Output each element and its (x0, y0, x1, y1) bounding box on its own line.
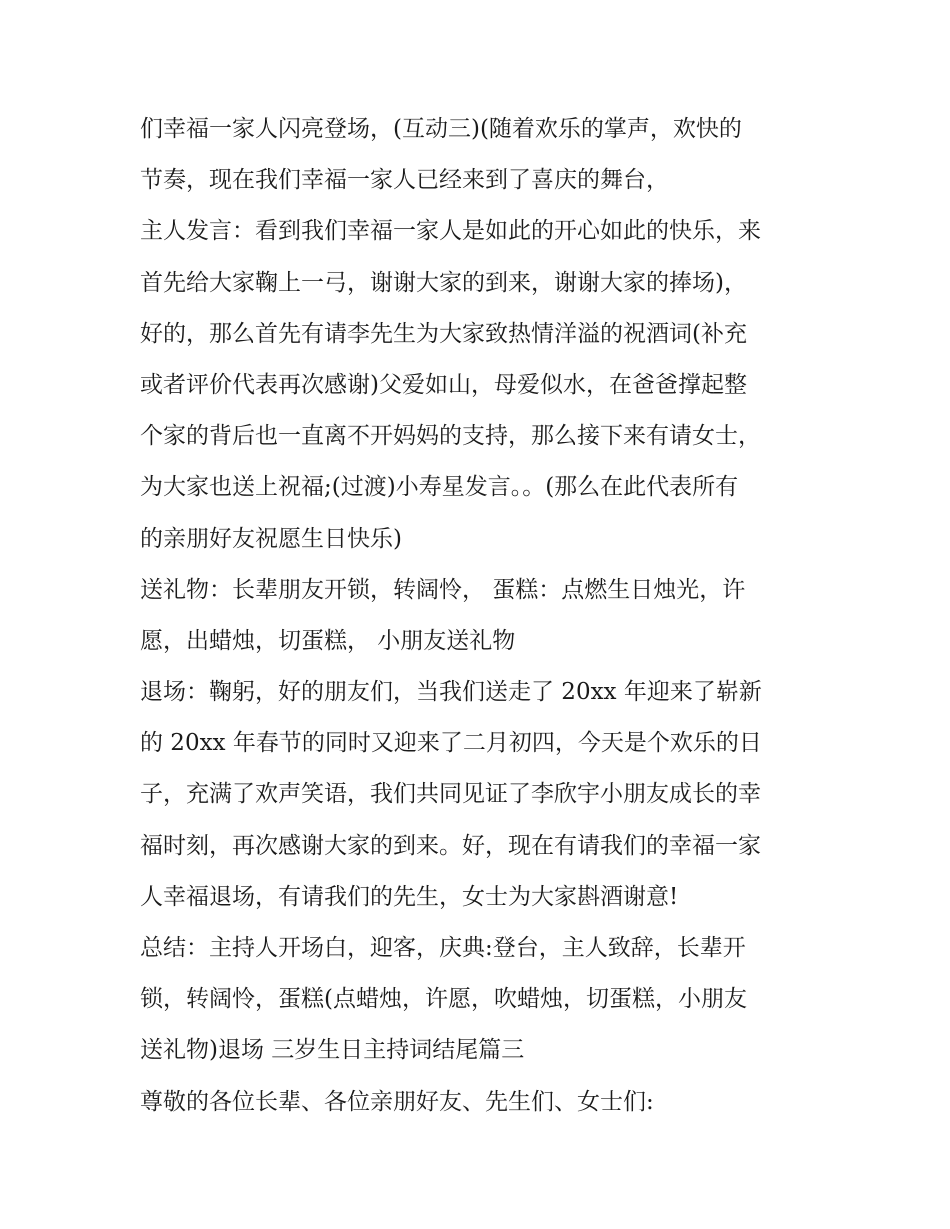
text-line: 子，充满了欢声笑语，我们共同见证了李欣宇小朋友成长的幸 (140, 781, 761, 808)
text-line: 送礼物)退场 三岁生日主持词结尾篇三 (140, 1037, 525, 1064)
text-line: 愿，出蜡烛，切蛋糕， 小朋友送礼物 (140, 627, 516, 654)
text-line: 锁，转阔怜，蛋糕(点蜡烛，许愿，吹蜡烛，切蛋糕，小朋友 (140, 986, 747, 1013)
text-line: 个家的背后也一直离不开妈妈的支持，那么接下来有请女士， (140, 423, 761, 450)
text-line: 的亲朋好友祝愿生日快乐) (140, 525, 402, 552)
text-line: 主人发言：看到我们幸福一家人是如此的开心如此的快乐，来 (140, 218, 761, 245)
text-line: 退场：鞠躬，好的朋友们，当我们送走了 20xx 年迎来了崭新 (140, 679, 762, 706)
text-line: 首先给大家鞠上一弓，谢谢大家的到来，谢谢大家的捧场)， (140, 269, 747, 296)
text-line: 福时刻，再次感谢大家的到来。好，现在有请我们的幸福一家 (140, 832, 761, 859)
text-line: 人幸福退场，有请我们的先生，女士为大家斟酒谢意! (140, 883, 679, 910)
text-line: 好的，那么首先有请李先生为大家致热情洋溢的祝酒词(补充 (140, 320, 747, 347)
text-line: 送礼物：长辈朋友开锁，转阔怜， 蛋糕：点燃生日烛光，许 (140, 576, 746, 603)
text-line: 为大家也送上祝福;(过渡)小寿星发言。。(那么在此代表所有 (140, 474, 739, 501)
text-line: 节奏，现在我们幸福一家人已经来到了喜庆的舞台， (140, 167, 669, 194)
text-line: 们幸福一家人闪亮登场，(互动三)(随着欢乐的掌声，欢快的 (140, 116, 742, 142)
text-line: 或者评价代表再次感谢)父爱如山，母爱似水，在爸爸撑起整 (140, 371, 747, 398)
text-line: 的 20xx 年春节的同时又迎来了二月初四，今天是个欢乐的日 (140, 730, 762, 757)
document-body (140, 104, 820, 1128)
text-line: 尊敬的各位长辈、各位亲朋好友、先生们、女士们: (140, 1088, 654, 1115)
text-line: 总结：主持人开场白，迎客，庆典:登台，主人致辞，长辈开 (140, 935, 746, 961)
